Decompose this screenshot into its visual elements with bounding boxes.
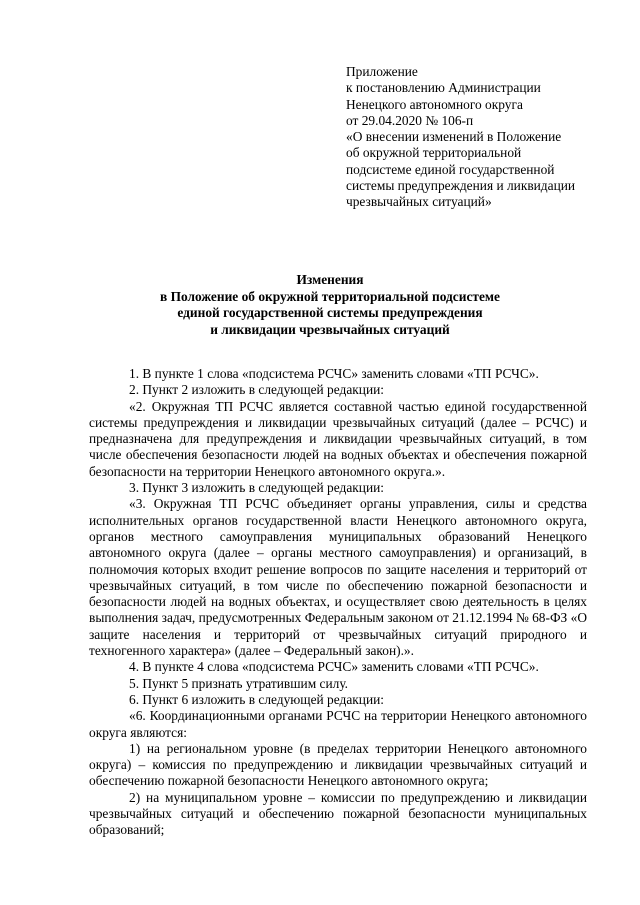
title-line: и ликвидации чрезвычайных ситуаций	[210, 321, 450, 337]
paragraph: «3. Окружная ТП РСЧС объединяет органы управления, силы и средства исполнительных органов государственной власти Ненецкого автономного округа, органов местного самоуправления муниципальных образований Ненецкого автономного округа (далее – органы местного самоуправления) и организаций, в полномочия которых входит решение вопросов по защите населения и территорий от чрезвычайных ситуаций, в том числе по обеспечению пожарной безопасности и безопасности людей на водных объектах, и осуществляет свою деятельность в целях выполнения задач, предусмотренных Федеральным законом от 21.12.1994 № 68-ФЗ «О защите населения и территорий от чрезвычайных ситуаций природного и техногенного характера» (далее – Федеральный закон).».	[89, 496, 587, 659]
paragraph: 1. В пункте 1 слова «подсистема РСЧС» заменить словами «ТП РСЧС».	[129, 366, 539, 381]
paragraph: 4. В пункте 4 слова «подсистема РСЧС» заменить словами «ТП РСЧС».	[129, 659, 539, 675]
title-line: Изменения	[296, 272, 364, 287]
appendix-line: системы предупреждения и ликвидации	[346, 178, 576, 194]
document-title	[80, 272, 580, 338]
appendix-line: «О внесении изменений в Положение	[346, 129, 562, 145]
paragraph: «6. Координационными органами РСЧС на территории Ненецкого автономного округа являются:	[89, 708, 587, 740]
appendix-line: чрезвычайных ситуаций»	[346, 194, 492, 210]
paragraph: 5. Пункт 5 признать утратившим силу.	[129, 675, 349, 691]
appendix-line: Приложение	[346, 64, 418, 79]
appendix-line: от 29.04.2020 № 106-п	[346, 112, 474, 128]
paragraph: 6. Пункт 6 изложить в следующей редакции:	[129, 691, 385, 707]
appendix-line: Ненецкого автономного округа	[346, 96, 523, 112]
paragraph: 2. Пункт 2 изложить в следующей редакции:	[129, 382, 385, 398]
paragraph: 1) на региональном уровне (в пределах территории Ненецкого автономного округа) – комиссия по предупреждению и ликвидации чрезвычайных ситуаций и обеспечению пожарной безопасности Ненецкого автономного округа;	[89, 740, 587, 789]
appendix-block	[346, 64, 575, 211]
paragraph: 3. Пункт 3 изложить в следующей редакции:	[129, 480, 385, 496]
paragraph: «2. Окружная ТП РСЧС является составной частью единой государственной системы предупреждения и ликвидации чрезвычайных ситуаций (далее – РСЧС) и предназначена для предупреждения и ликвидации чрезвычайных ситуаций, в том числе обеспечения безопасности людей на водных объектах и обеспечения пожарной безопасности на территории Ненецкого автономного округа.».	[89, 398, 587, 479]
title-line: единой государственной системы предупреждения	[177, 305, 483, 320]
document-body	[89, 366, 587, 839]
appendix-line: об окружной территориальной	[346, 145, 522, 161]
title-line: в Положение об окружной территориальной подсистеме	[160, 288, 500, 304]
appendix-line: к постановлению Администрации	[346, 80, 541, 96]
paragraph: 2) на муниципальном уровне – комиссии по предупреждению и ликвидации чрезвычайных ситуаций и обеспечению пожарной безопасности муниципальных образований;	[89, 789, 587, 838]
appendix-line: подсистеме единой государственной	[346, 161, 555, 177]
